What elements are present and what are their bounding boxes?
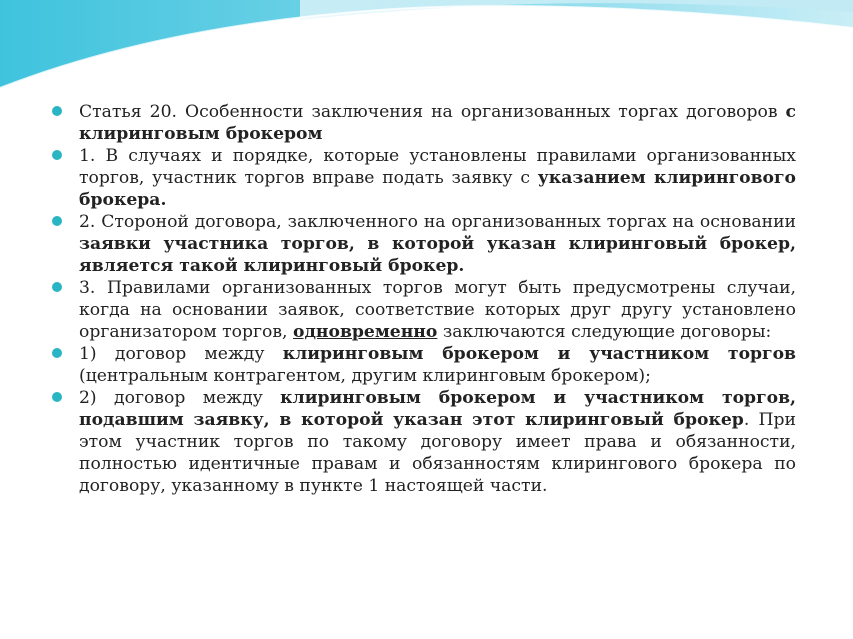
header-wave-decoration	[0, 0, 853, 100]
bullet-icon	[52, 392, 62, 402]
item-text: заключаются следующие договоры:	[437, 322, 772, 342]
item-text: 2. Стороной договора, заключенного на организованных торгах на основании	[79, 212, 796, 232]
bullet-icon	[52, 348, 62, 358]
bullet-icon	[52, 106, 62, 116]
item-text-bold: клиринговым брокером и участником торгов, подавшим заявку, в которой указан этот клиринговый брокер	[79, 388, 797, 430]
item-text-bold-underlined: одновременно	[293, 322, 438, 342]
list-item	[52, 211, 796, 277]
item-text-bold: с клиринговым брокером	[79, 102, 796, 144]
item-text: . При этом участник торгов по такому договору имеет права и обязанности, полностью идентичные правам и обязанностям клирингового брокера по договору, указанному в пункте 1 настоящей части.	[79, 410, 796, 496]
item-text: Статья 20. Особенности заключения на организованных торгах договоров	[79, 102, 786, 122]
bullet-icon	[52, 216, 62, 226]
item-text-bold: клиринговым брокером и участником торгов	[282, 344, 796, 364]
item-text: 1) договор между	[79, 344, 283, 364]
item-text: 3. Правилами организованных торгов могут быть предусмотрены случаи, когда на основании заявок, соответствие которых друг другу установлено организатором торгов,	[79, 278, 796, 342]
list-item	[52, 145, 796, 211]
item-text-bold: указанием клирингового брокера.	[79, 168, 797, 210]
item-text-bold: заявки участника торгов, в которой указан клиринговый брокер, является такой клиринговый брокер.	[79, 234, 796, 276]
bullet-icon	[52, 282, 62, 292]
list-item	[52, 343, 796, 387]
bullet-list	[52, 101, 796, 497]
bullet-icon	[52, 150, 62, 160]
item-text: (центральным контрагентом, другим клиринговым брокером);	[79, 366, 651, 386]
item-text: 1. В случаях и порядке, которые установлены правилами организованных торгов, участник торгов вправе подать заявку с	[79, 146, 796, 188]
list-item	[52, 277, 796, 343]
list-item	[52, 387, 796, 497]
item-text: 2) договор между	[79, 388, 281, 408]
list-item	[52, 101, 796, 145]
